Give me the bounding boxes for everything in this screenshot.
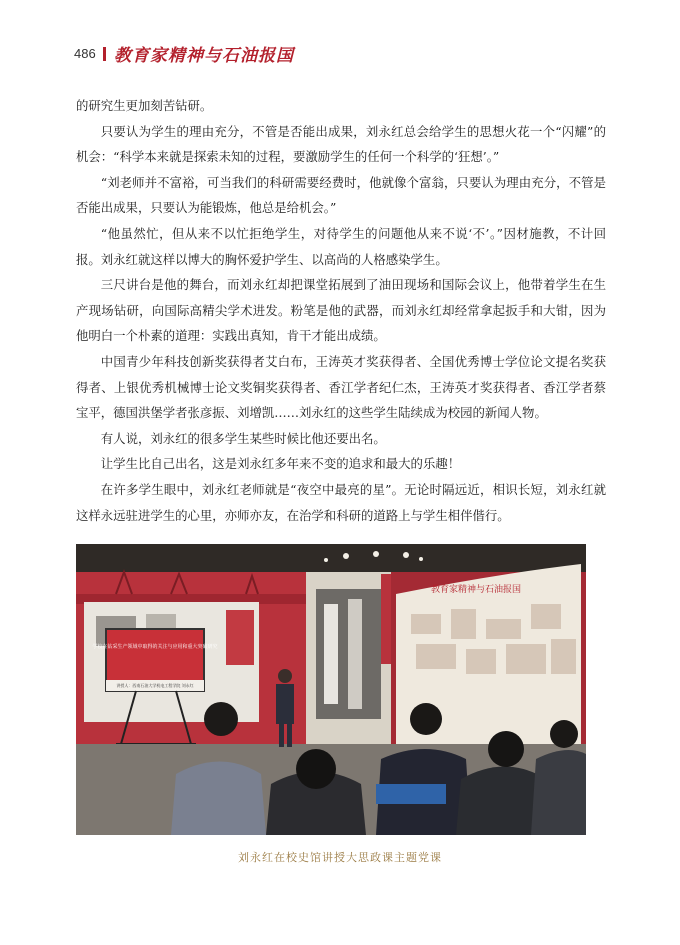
paragraph: “他虽然忙，但从来不以忙拒绝学生，对待学生的问题他从来不说‘不’。”因材施教，不计回报。刘永红就这样以博大的胸怀爱护学生、以高尚的人格感染学生。 xyxy=(76,225,606,267)
paragraph: 三尺讲台是他的舞台，而刘永红却把课堂拓展到了油田现场和国际会议上，他带着学生在生产现场钻研，向国际高精尖学术进发。粉笔是他的武器，而刘永红却经常拿起扳手和大钳，因为他明白一个朴素的道理：实践出真知，肯干才能出成绩。 xyxy=(76,277,606,344)
photo-caption: 刘永红在校史馆讲授大思政课主题党课 xyxy=(238,851,442,864)
running-header xyxy=(74,40,614,74)
paragraph: 让学生比自己出名，这是刘永红多年来不变的追求和最大的乐趣！ xyxy=(100,456,461,472)
header-divider xyxy=(103,47,106,61)
paragraph: 中国青少年科技创新奖获得者艾白布，王涛英才奖获得者、全国优秀博士学位论文提名奖获得者、上银优秀机械博士论文奖铜奖获得者、香江学者纪仁杰，王涛英才奖获得者、香江学者蔡宝平，德国洪堡学者张彦振、刘增凯……刘永红的这些学生陆续成为校园的新闻人物。 xyxy=(76,353,606,421)
paragraph: 的研究生更加刻苦钻研。 xyxy=(76,98,213,113)
wall-banner: 教育家精神与石油报国 xyxy=(430,585,522,595)
screen-subtitle: 讲授人：西南石油大学机电工程学院 刘永红 xyxy=(116,683,194,688)
body-text xyxy=(76,93,606,528)
paragraph: 在许多学生眼中，刘永红老师就是“夜空中最亮的星”。无论时隔远近，相识长短，刘永红就这样永远驻进学生的心里，亦师亦友，在治学和科研的道路上与学生相伴偕行。 xyxy=(76,481,606,523)
paragraph: 只要认为学生的理由充分，不管是否能出成果，刘永红总会给学生的思想火花一个“闪耀”的机会：“科学本来就是探索未知的过程，要激励学生的任何一个科学的‘狂想’。” xyxy=(76,123,606,165)
paragraph: “刘老师并不富裕，可当我们的科研需要经费时，他就像个富翁，只要认为理由充分，不管是否能出成果，只要认为能锻炼，他总是给机会。” xyxy=(76,174,606,216)
paragraph: 有人说，刘永红的很多学生某些时候比他还要出名。 xyxy=(100,430,386,446)
screen-title: 学校在钻采生产领域中取得的关注与应用和重大突破研究 xyxy=(92,644,218,650)
lecture-photo-illustration xyxy=(76,544,586,835)
lecture-photo xyxy=(76,544,586,835)
book-title: 教育家精神与石油报国 xyxy=(114,46,294,66)
page-number: 486 xyxy=(74,46,96,61)
